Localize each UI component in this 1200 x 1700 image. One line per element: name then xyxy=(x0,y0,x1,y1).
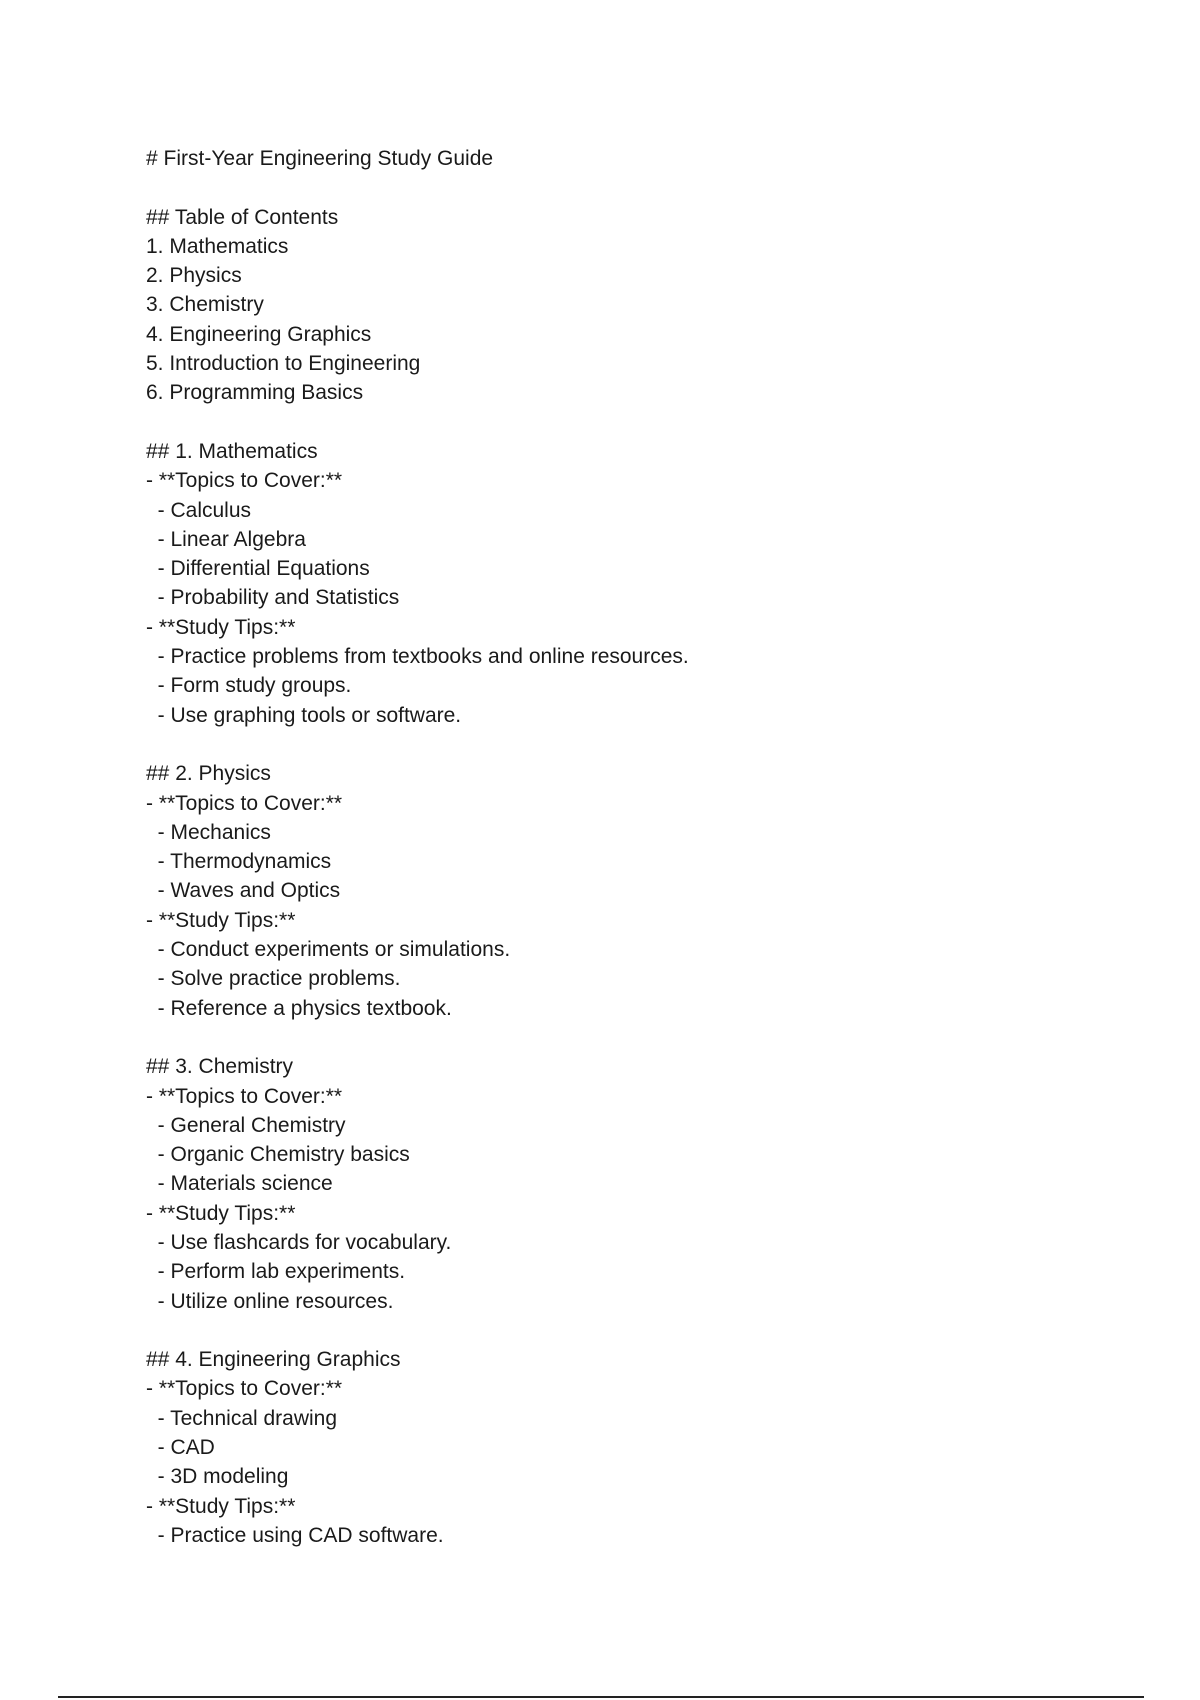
spacer xyxy=(146,1316,1106,1345)
tip-item: - Reference a physics textbook. xyxy=(146,996,452,1020)
table-of-contents xyxy=(146,203,1106,408)
section-mathematics xyxy=(146,437,1106,730)
topic-item: - Differential Equations xyxy=(146,557,370,581)
topic-item: - 3D modeling xyxy=(146,1465,289,1489)
topic-item: - Organic Chemistry basics xyxy=(146,1143,410,1167)
section-physics xyxy=(146,759,1106,1023)
toc-item: 5. Introduction to Engineering xyxy=(146,352,421,376)
topic-item: - Technical drawing xyxy=(146,1406,338,1430)
tips-label: - **Study Tips:** xyxy=(146,908,296,932)
tips-label: - **Study Tips:** xyxy=(146,1494,296,1518)
tip-item: - Practice problems from textbooks and online resources. xyxy=(146,645,689,669)
topic-item: - Probability and Statistics xyxy=(146,586,400,610)
toc-heading: ## Table of Contents xyxy=(146,205,339,229)
section-heading: ## 4. Engineering Graphics xyxy=(146,1348,401,1372)
tip-item: - Conduct experiments or simulations. xyxy=(146,938,511,962)
topic-item: - Linear Algebra xyxy=(146,527,306,551)
topic-item: - Materials science xyxy=(146,1172,333,1196)
topics-label: - **Topics to Cover:** xyxy=(146,469,343,493)
document-page xyxy=(146,144,1106,1550)
topic-item: - Calculus xyxy=(146,498,252,522)
topic-item: - Thermodynamics xyxy=(146,850,332,874)
spacer xyxy=(146,408,1106,437)
section-engineering-graphics xyxy=(146,1345,1106,1550)
toc-item: 6. Programming Basics xyxy=(146,381,364,405)
tips-label: - **Study Tips:** xyxy=(146,1201,296,1225)
spacer xyxy=(146,173,1106,202)
tip-item: - Use graphing tools or software. xyxy=(146,703,462,727)
spacer xyxy=(146,730,1106,759)
page-bottom-rule xyxy=(58,1696,1144,1698)
tip-item: - Use flashcards for vocabulary. xyxy=(146,1230,452,1254)
tip-item: - Solve practice problems. xyxy=(146,967,401,991)
tip-item: - Perform lab experiments. xyxy=(146,1260,406,1284)
section-heading: ## 1. Mathematics xyxy=(146,439,318,463)
toc-item: 1. Mathematics xyxy=(146,234,289,258)
topics-label: - **Topics to Cover:** xyxy=(146,1377,343,1401)
document-title: # First-Year Engineering Study Guide xyxy=(146,147,494,170)
tip-item: - Utilize online resources. xyxy=(146,1289,394,1313)
tip-item: - Practice using CAD software. xyxy=(146,1523,444,1547)
section-heading: ## 3. Chemistry xyxy=(146,1055,294,1079)
tips-label: - **Study Tips:** xyxy=(146,615,296,639)
tip-item: - Form study groups. xyxy=(146,674,352,698)
section-chemistry xyxy=(146,1052,1106,1316)
section-heading: ## 2. Physics xyxy=(146,762,271,786)
toc-item: 2. Physics xyxy=(146,264,242,288)
topic-item: - Waves and Optics xyxy=(146,879,341,903)
toc-item: 4. Engineering Graphics xyxy=(146,322,372,346)
topic-item: - Mechanics xyxy=(146,820,271,844)
topics-label: - **Topics to Cover:** xyxy=(146,791,343,815)
toc-item: 3. Chemistry xyxy=(146,293,264,317)
topics-label: - **Topics to Cover:** xyxy=(146,1084,343,1108)
topic-item: - General Chemistry xyxy=(146,1113,346,1137)
spacer xyxy=(146,1023,1106,1052)
topic-item: - CAD xyxy=(146,1436,215,1460)
